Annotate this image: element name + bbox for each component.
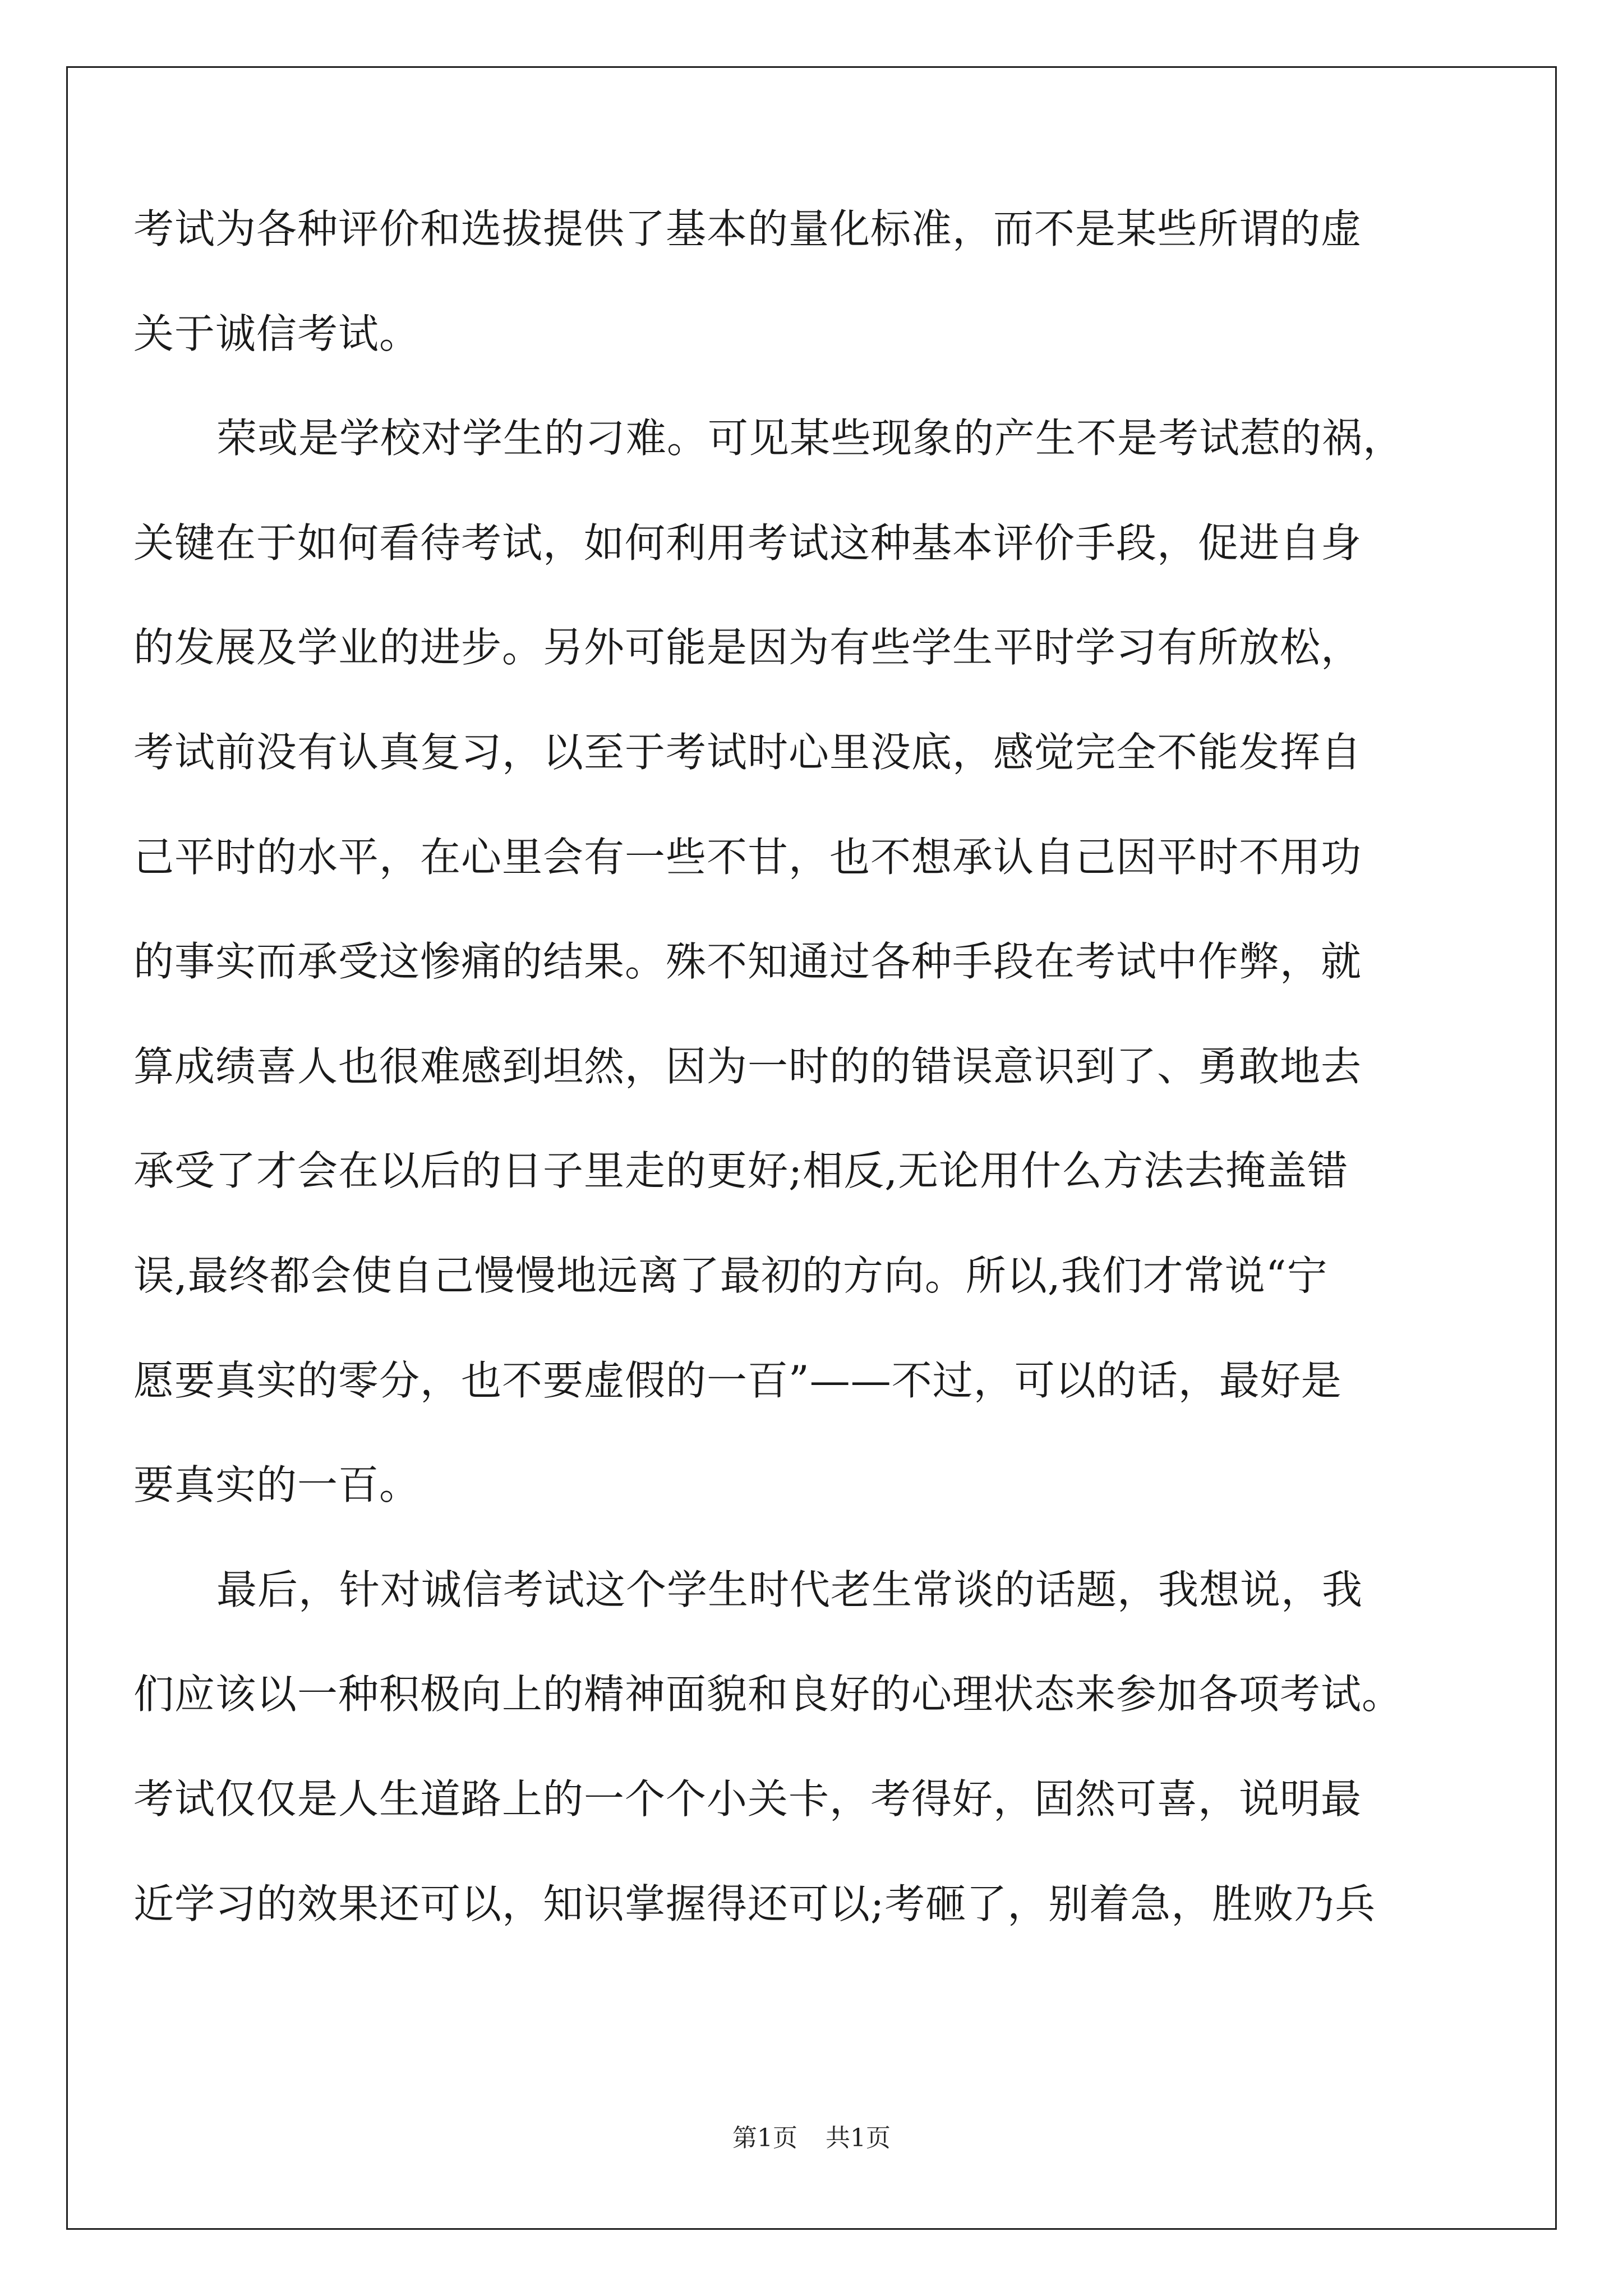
text-line: 承受了才会在以后的日子里走的更好;相反,无论用什么方法去掩盖错 <box>133 1147 1349 1195</box>
page-number: 第1页 <box>732 2124 797 2152</box>
text-line: 的发展及学业的进步。另外可能是因为有些学生平时学习有所放松， <box>133 624 1362 671</box>
text-line: 们应该以一种积极向上的精神面貌和良好的心理状态来参加各项考试。 <box>133 1671 1403 1718</box>
text-line: 关键在于如何看待考试，如何利用考试这种基本评价手段，促进自身 <box>133 519 1362 567</box>
text-line: 愿要真实的零分，也不要虚假的一百”——不过，可以的话，最好是 <box>133 1356 1342 1404</box>
text-line: 考试前没有认真复习，以至于考试时心里没底，感觉完全不能发挥自 <box>133 728 1362 776</box>
text-line: 关于诚信考试。 <box>133 310 421 357</box>
text-line: 最后，针对诚信考试这个学生时代老生常谈的话题，我想说，我 <box>216 1566 1363 1613</box>
text-line: 的事实而承受这惨痛的结果。殊不知通过各种手段在考试中作弊，就 <box>133 938 1362 986</box>
text-line: 荣或是学校对学生的刁难。可见某些现象的产生不是考试惹的祸， <box>216 415 1404 462</box>
page-total: 共1页 <box>826 2124 891 2152</box>
text-line: 要真实的一百。 <box>133 1461 421 1509</box>
text-line: 考试仅仅是人生道路上的一个个小关卡，考得好，固然可喜，说明最 <box>133 1775 1362 1823</box>
text-line: 误,最终都会使自己慢慢地远离了最初的方向。所以,我们才常说“宁 <box>133 1251 1328 1299</box>
page-footer <box>0 2126 1623 2151</box>
text-line: 己平时的水平，在心里会有一些不甘，也不想承认自己因平时不用功 <box>133 833 1362 881</box>
text-line: 考试为各种评价和选拔提供了基本的量化标准，而不是某些所谓的虚 <box>133 205 1362 252</box>
text-line: 近学习的效果还可以，知识掌握得还可以;考砸了，别着急，胜败乃兵 <box>133 1880 1376 1927</box>
text-line: 算成绩喜人也很难感到坦然，因为一时的的错误意识到了、勇敢地去 <box>133 1042 1362 1090</box>
document-body <box>133 205 1490 1988</box>
